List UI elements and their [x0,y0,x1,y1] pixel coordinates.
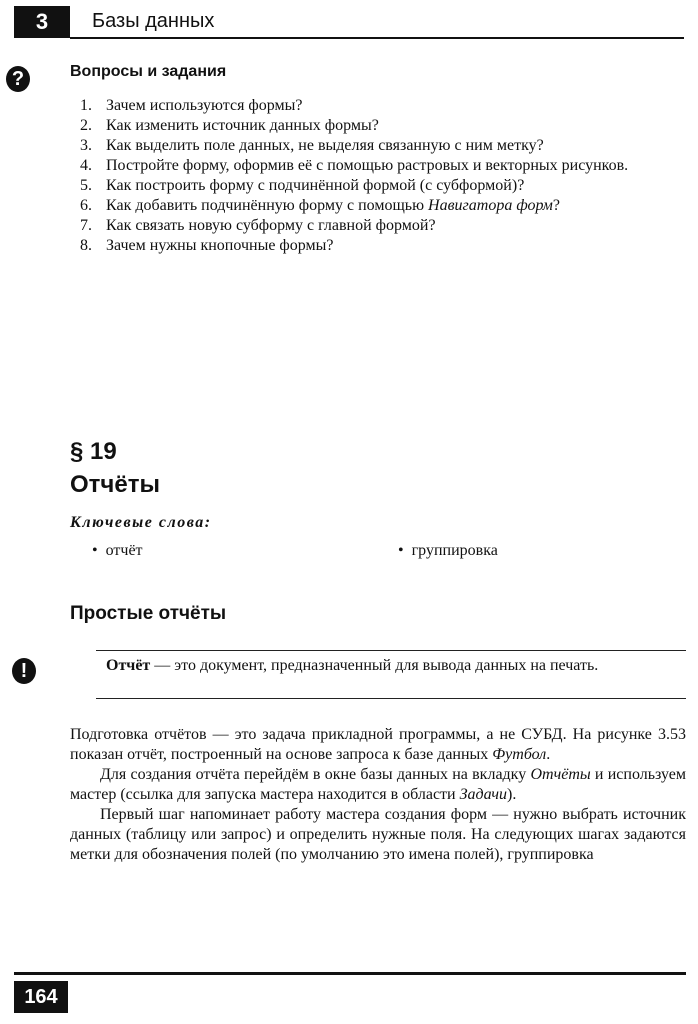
page-number-badge: 164 [14,981,68,1013]
definition-rule-bottom [96,698,686,699]
section-number: § 19 [70,438,117,465]
header-rule [70,37,684,39]
keyword-item: • отчёт [92,542,143,559]
exclamation-icon: ! [12,658,36,684]
definition-rule-top [96,650,686,651]
running-head-title: Базы данных [92,10,215,32]
definition-term: Отчёт [106,657,151,674]
section-title: Отчёты [70,471,160,498]
footer-rule [14,972,686,975]
body-paragraph-1: Подготовка отчётов — это задача прикладной программы, а не СУБД. На рисунке 3.53 показан отчёт, построенный на основе запроса к базе данных Футбол. [70,726,686,763]
subsection-title: Простые отчёты [70,603,227,624]
question-item: 8. Зачем нужны кнопочные формы? [80,237,334,254]
question-item: 5. Как построить форму с подчинённой формой (с субформой)? [80,177,525,194]
question-item: 2. Как изменить источник данных формы? [80,117,379,134]
body-paragraph-2: Для создания отчёта перейдём в окне базы данных на вкладку Отчёты и используем мастер (ссылка для запуска мастера находится в области Задачи). [70,766,687,803]
definition-text: — это документ, предназначенный для вывода данных на печать. [150,657,599,674]
body-text [70,725,686,865]
definition-box [106,656,686,676]
question-item: 4. Постройте форму, оформив её с помощью растровых и векторных рисунков. [80,157,629,174]
bullet-icon: • [92,542,98,559]
chapter-number-badge: 3 [14,6,70,38]
question-item: 7. Как связать новую субформу с главной формой? [80,217,436,234]
questions-list [80,96,686,256]
keyword-item: • группировка [398,542,498,559]
question-item: 3. Как выделить поле данных, не выделяя связанную с ним метку? [80,137,544,154]
question-icon: ? [6,66,30,92]
keywords-label: Ключевые слова: [70,514,212,531]
question-item: 6. Как добавить подчинённую форму с помощью Навигатора форм? [80,197,560,214]
question-item: 1. Зачем используются формы? [80,97,303,114]
questions-heading: Вопросы и задания [70,63,227,80]
body-paragraph-3: Первый шаг напоминает работу мастера создания форм — нужно выбрать источник данных (таблицу или запрос) и определить нужные поля. На следующих шагах задаются метки для обозначения полей (по умолчанию это имена полей), группировка [70,806,686,863]
bullet-icon: • [398,542,404,559]
navigator-term: Навигатора форм [428,197,553,214]
